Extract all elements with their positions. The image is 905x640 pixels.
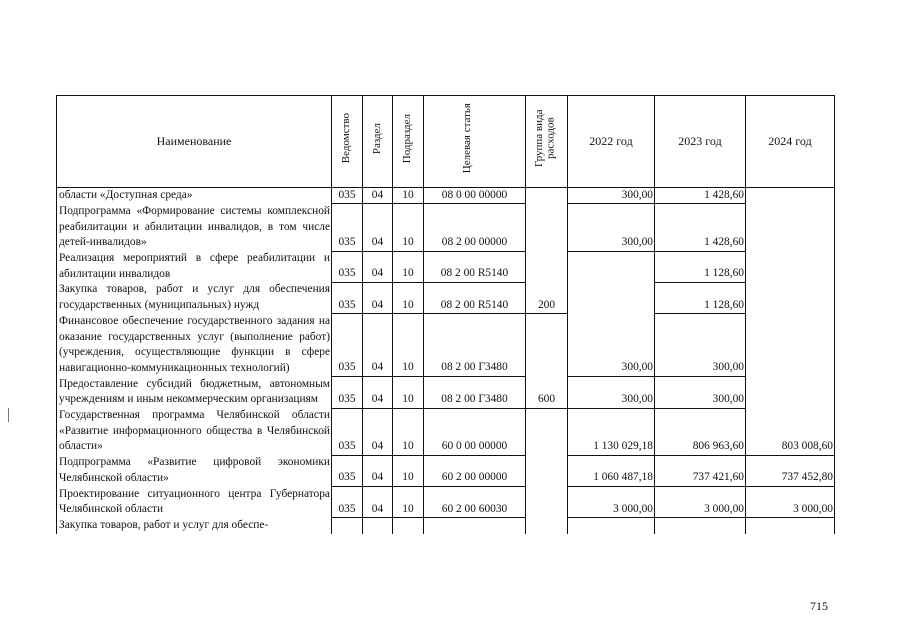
cell-y2022 (568, 251, 655, 282)
cell-y2023: 300,00 (655, 377, 746, 408)
cell-y2023: 3 000,00 (655, 487, 746, 518)
cell-cs: 08 2 00 Г3480 (424, 314, 526, 377)
cell-ved: 035 (332, 408, 363, 455)
scan-artifact (8, 408, 9, 422)
cell-cs: 60 2 00 60030 (424, 487, 526, 518)
cell-vr (526, 518, 568, 534)
cell-y2023: 1 428,60 (655, 204, 746, 251)
cell-ved: 035 (332, 251, 363, 282)
cell-y2024 (746, 314, 835, 377)
header-2022: 2022 год (568, 96, 655, 188)
header-2024: 2024 год (746, 96, 835, 188)
cell-raz: 04 (363, 408, 393, 455)
cell-raz: 04 (363, 187, 393, 204)
cell-ved: 035 (332, 455, 363, 486)
cell-ved: 035 (332, 204, 363, 251)
cell-raz: 04 (363, 377, 393, 408)
header-name: Наименование (57, 96, 332, 188)
header-target-article: Целевая статья (424, 96, 526, 188)
cell-raz: 04 (363, 251, 393, 282)
cell-ved (332, 518, 363, 534)
cell-ved: 035 (332, 377, 363, 408)
table-row (57, 487, 835, 518)
cell-name: Закупка товаров, работ и услуг для обеспе- (57, 518, 332, 534)
cell-vr (526, 314, 568, 377)
cell-y2024: 3 000,00 (746, 487, 835, 518)
cell-raz (363, 518, 393, 534)
cell-y2022: 300,00 (568, 204, 655, 251)
cell-y2024 (746, 518, 835, 534)
cell-pod: 10 (393, 487, 424, 518)
cell-cs: 08 2 00 R5140 (424, 282, 526, 313)
budget-table (56, 95, 835, 534)
cell-y2022 (568, 518, 655, 534)
cell-cs: 08 2 00 R5140 (424, 251, 526, 282)
cell-y2023: 806 963,60 (655, 408, 746, 455)
cell-name: Финансовое обеспечение государственного задания на оказание государственных услуг (выполнение работ) (учреждения, осуществляющие функции в сфере навигационно-коммуникационных технологий) (57, 314, 332, 377)
cell-cs: 60 0 00 00000 (424, 408, 526, 455)
cell-y2024: 803 008,60 (746, 408, 835, 455)
cell-ved: 035 (332, 282, 363, 313)
cell-y2022: 300,00 (568, 187, 655, 204)
cell-cs: 60 2 00 00000 (424, 455, 526, 486)
cell-vr (526, 204, 568, 251)
cell-raz: 04 (363, 487, 393, 518)
page-number: 715 (810, 599, 828, 613)
cell-raz: 04 (363, 314, 393, 377)
cell-pod: 10 (393, 204, 424, 251)
cell-name: Предоставление субсидий бюджетным, автономным учреждениям и иным некоммерческим организациям (57, 377, 332, 408)
cell-vr (526, 408, 568, 455)
cell-raz: 04 (363, 282, 393, 313)
table-row (57, 518, 835, 534)
cell-vr: 600 (526, 377, 568, 408)
cell-y2023: 1 128,60 (655, 251, 746, 282)
cell-name: Реализация мероприятий в сфере реабилитации и абилитации инвалидов (57, 251, 332, 282)
table-header-row (57, 96, 835, 188)
cell-raz: 04 (363, 455, 393, 486)
cell-vr (526, 187, 568, 204)
cell-y2022: 300,00 (568, 314, 655, 377)
cell-y2024 (746, 282, 835, 313)
header-podrazdel: Подраздел (393, 96, 424, 188)
cell-name: Подпрограмма «Развитие цифровой экономики Челябинской области» (57, 455, 332, 486)
cell-y2022: 3 000,00 (568, 487, 655, 518)
cell-pod: 10 (393, 408, 424, 455)
header-razdel: Раздел (363, 96, 393, 188)
cell-name: Закупка товаров, работ и услуг для обеспечения государственных (муниципальных) нужд (57, 282, 332, 313)
table-row (57, 282, 835, 313)
table-row (57, 204, 835, 251)
cell-cs (424, 518, 526, 534)
cell-pod: 10 (393, 455, 424, 486)
cell-y2022: 1 130 029,18 (568, 408, 655, 455)
table-row (57, 314, 835, 377)
cell-y2023: 300,00 (655, 314, 746, 377)
table-row (57, 187, 835, 204)
cell-cs: 08 0 00 00000 (424, 187, 526, 204)
cell-vr (526, 251, 568, 282)
cell-y2024 (746, 251, 835, 282)
cell-y2023: 1 128,60 (655, 282, 746, 313)
cell-name: Подпрограмма «Формирование системы комплексной реабилитации и абилитации инвалидов, в том числе детей-инвалидов» (57, 204, 332, 251)
cell-y2022 (568, 282, 655, 313)
cell-name: Проектирование ситуационного центра Губернатора Челябинской области (57, 487, 332, 518)
cell-y2024 (746, 187, 835, 204)
cell-vr: 200 (526, 282, 568, 313)
table-body (57, 187, 835, 533)
cell-pod: 10 (393, 314, 424, 377)
table-row (57, 455, 835, 486)
cell-ved: 035 (332, 487, 363, 518)
cell-pod: 10 (393, 377, 424, 408)
cell-cs: 08 2 00 Г3480 (424, 377, 526, 408)
cell-y2023 (655, 518, 746, 534)
cell-y2024 (746, 377, 835, 408)
header-expense-group: Группа вида расходов (526, 96, 568, 188)
cell-name: Государственная программа Челябинской области «Развитие информационного общества в Челябинской области» (57, 408, 332, 455)
cell-ved: 035 (332, 314, 363, 377)
cell-pod: 10 (393, 251, 424, 282)
cell-pod (393, 518, 424, 534)
cell-cs: 08 2 00 00000 (424, 204, 526, 251)
cell-pod: 10 (393, 282, 424, 313)
cell-y2024: 737 452,80 (746, 455, 835, 486)
cell-y2022: 300,00 (568, 377, 655, 408)
header-2023: 2023 год (655, 96, 746, 188)
cell-vr (526, 455, 568, 486)
cell-name: области «Доступная среда» (57, 187, 332, 204)
header-vedomstvo: Ведомство (332, 96, 363, 188)
table-row (57, 408, 835, 455)
table-row (57, 251, 835, 282)
cell-pod: 10 (393, 187, 424, 204)
cell-vr (526, 487, 568, 518)
cell-y2023: 1 428,60 (655, 187, 746, 204)
cell-y2022: 1 060 487,18 (568, 455, 655, 486)
cell-ved: 035 (332, 187, 363, 204)
cell-y2024 (746, 204, 835, 251)
table-row (57, 377, 835, 408)
cell-y2023: 737 421,60 (655, 455, 746, 486)
cell-raz: 04 (363, 204, 393, 251)
